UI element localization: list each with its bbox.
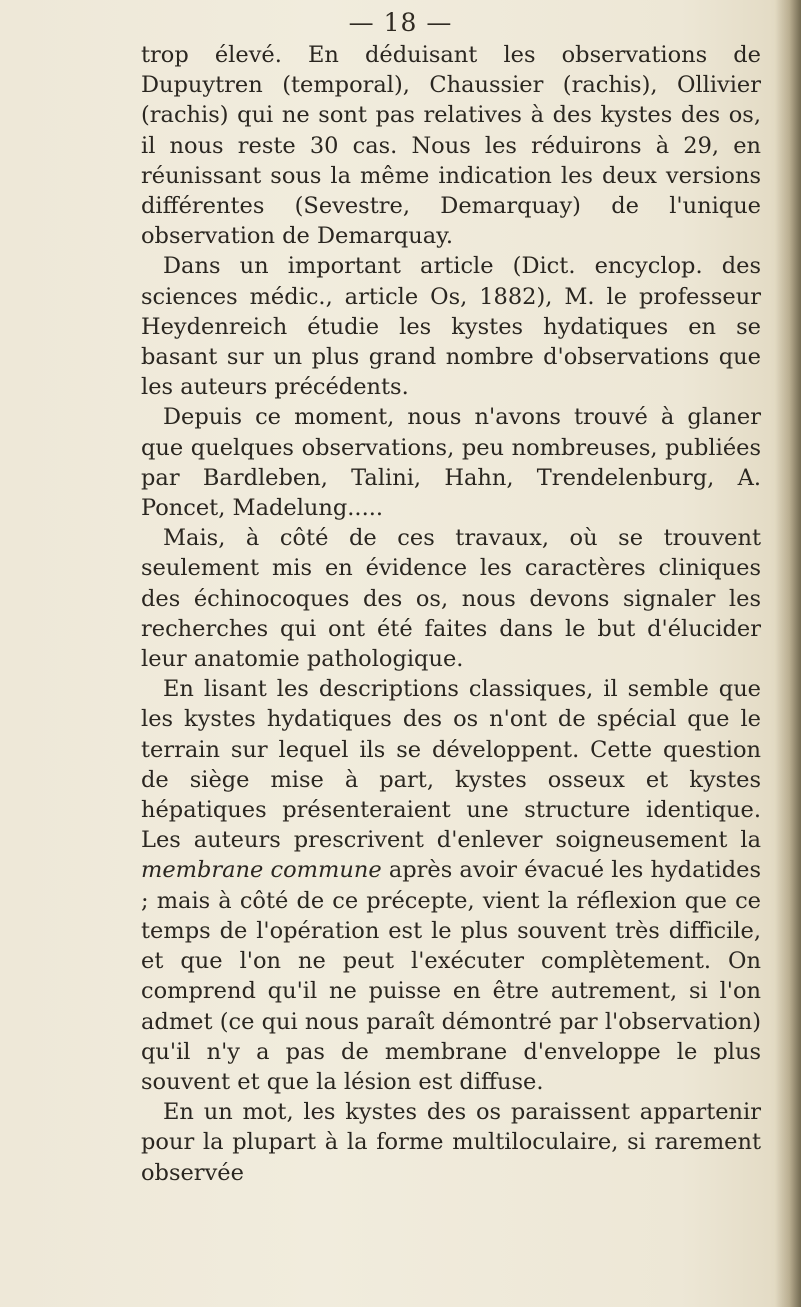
paragraph-anatomy: Mais, à côté de ces travaux, où se trouvent seulement mis en évidence les caractères cliniques des échinocoques des os, nous devons signaler les recherches qui ont été faites dans le but d'élucider leur anatomie pathologique.: [141, 525, 761, 673]
emphasized-term: membrane commune: [141, 857, 382, 884]
page-number: — 18 —: [348, 8, 453, 37]
body-text: [141, 40, 761, 1188]
paragraph-conclusion: En un mot, les kystes des os paraissent appartenir pour la plupart à la forme multiloculaire, si rarement observée: [141, 1099, 761, 1186]
paragraph-observations: Depuis ce moment, nous n'avons trouvé à glaner que quelques observations, peu nombreuses, publiées par Bardleben, Talini, Hahn, Trendelenburg, A. Poncet, Madelung.....: [141, 404, 761, 522]
paragraph-continuation: trop élevé. En déduisant les observations de Dupuytren (temporal), Chaussier (rachis), Ollivier (rachis) qui ne sont pas relatives à des kystes des os, il nous reste 30 cas. Nous les réduirons à 29, en réunissant sous la même indication les deux versions différentes (Sevestre, Demarquay) de l'unique observation de Demarquay.: [141, 42, 761, 250]
paragraph-heydenreich: Dans un important article (Dict. encyclop. des sciences médic., article Os, 1882), M. le professeur Heydenreich étudie les kystes hydatiques en se basant sur un plus grand nombre d'observations que les auteurs précédents.: [141, 253, 761, 401]
paragraph-descriptions-end: après avoir évacué les hydatides ; mais à côté de ce précepte, vient la réflexion que ce temps de l'opération est le plus souvent très difficile, et que l'on ne peut l'exécuter complètement. On comprend qu'il ne puisse en être autrement, si l'on admet (ce qui nous paraît démontré par l'observation) qu'il n'y a pas de membrane d'enveloppe le plus souvent et que la lésion est diffuse.: [141, 857, 761, 1095]
paragraph-descriptions-start: En lisant les descriptions classiques, il semble que les kystes hydatiques des os n'ont de spécial que le terrain sur lequel ils se développent. Cette question de siège mise à part, kystes osseux et kystes hépatiques présenteraient une structure identique. Les auteurs prescrivent d'enlever soigneusement la: [141, 676, 761, 854]
page-edge-shadow: [775, 0, 801, 1307]
paragraph-descriptions: [141, 674, 761, 1097]
